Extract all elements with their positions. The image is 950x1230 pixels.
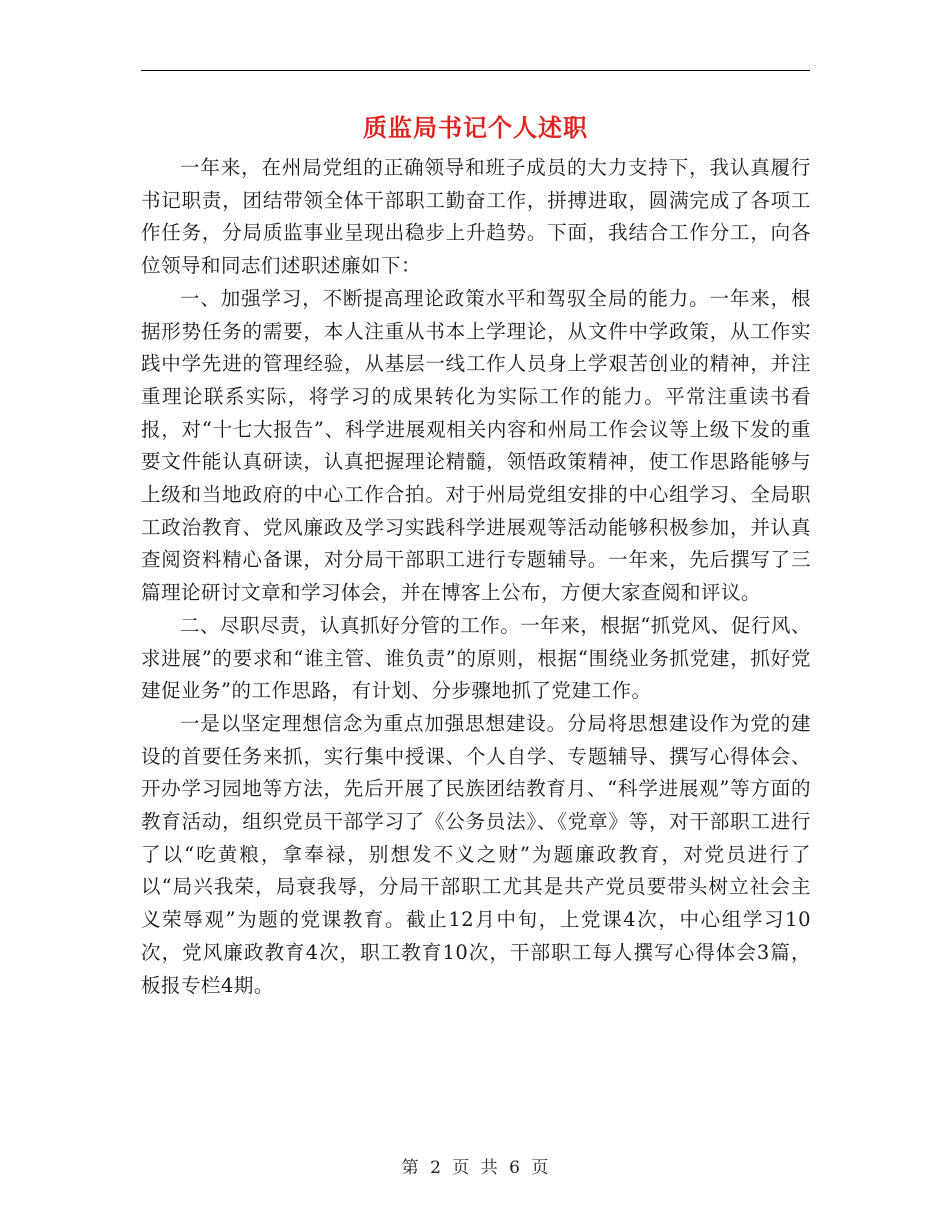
header-rule — [141, 70, 810, 71]
document-body — [141, 152, 811, 1002]
document-title: 质监局书记个人述职 — [363, 113, 588, 142]
paragraph-ideology: 一是以坚定理想信念为重点加强思想建设。分局将思想建设作为党的建设的首要任务来抓，实行集中授课、个人自学、专题辅导、撰写心得体会、开办学习园地等方法，先后开展了民族团结教育月、“科学进展观”等方面的教育活动，组织党员干部学习了《公务员法》、《党章》等，对干部职工进行了以“吃黄粮，拿奉禄，别想发不义之财”为题廉政教育，对党员进行了以“局兴我荣，局衰我辱，分局干部职工尤其是共产党员要带头树立社会主义荣辱观”为题的党课教育。截止12月中旬，上党课4次，中心组学习10次，党风廉政教育4次，职工教育10次，干部职工每人撰写心得体会3篇，板报专栏4期。 — [141, 711, 811, 997]
paragraph-duty: 二、尽职尽责，认真抓好分管的工作。一年来，根据“抓党风、促行风、求进展”的要求和“谁主管、谁负责”的原则，根据“围绕业务抓党建，抓好党建促业务”的工作思路，有计划、分步骤地抓了党建工作。 — [141, 613, 811, 703]
page-number: 第 2 页 共 6 页 — [401, 1158, 549, 1178]
paragraph-study: 一、加强学习，不断提高理论政策水平和驾驭全局的能力。一年来，根据形势任务的需要，本人注重从书本上学理论，从文件中学政策，从工作实践中学先进的管理经验，从基层一线工作人员身上学艰苦创业的精神，并注重理论联系实际，将学习的成果转化为实际工作的能力。平常注重读书看报，对“十七大报告”、科学进展观相关内容和州局工作会议等上级下发的重要文件能认真研读，认真把握理论精髓，领悟政策精神，使工作思路能够与上级和当地政府的中心工作合拍。对于州局党组安排的中心组学习、全局职工政治教育、党风廉政及学习实践科学进展观等活动能够积极参加，并认真查阅资料精心备课，对分局干部职工进行专题辅导。一年来，先后撰写了三篇理论研讨文章和学习体会，并在博客上公布，方便大家查阅和评议。 — [141, 286, 811, 605]
paragraph-intro: 一年来，在州局党组的正确领导和班子成员的大力支持下，我认真履行书记职责，团结带领全体干部职工勤奋工作，拼搏进取，圆满完成了各项工作任务，分局质监事业呈现出稳步上升趋势。下面，我结合工作分工，向各位领导和同志们述职述廉如下： — [141, 156, 811, 278]
